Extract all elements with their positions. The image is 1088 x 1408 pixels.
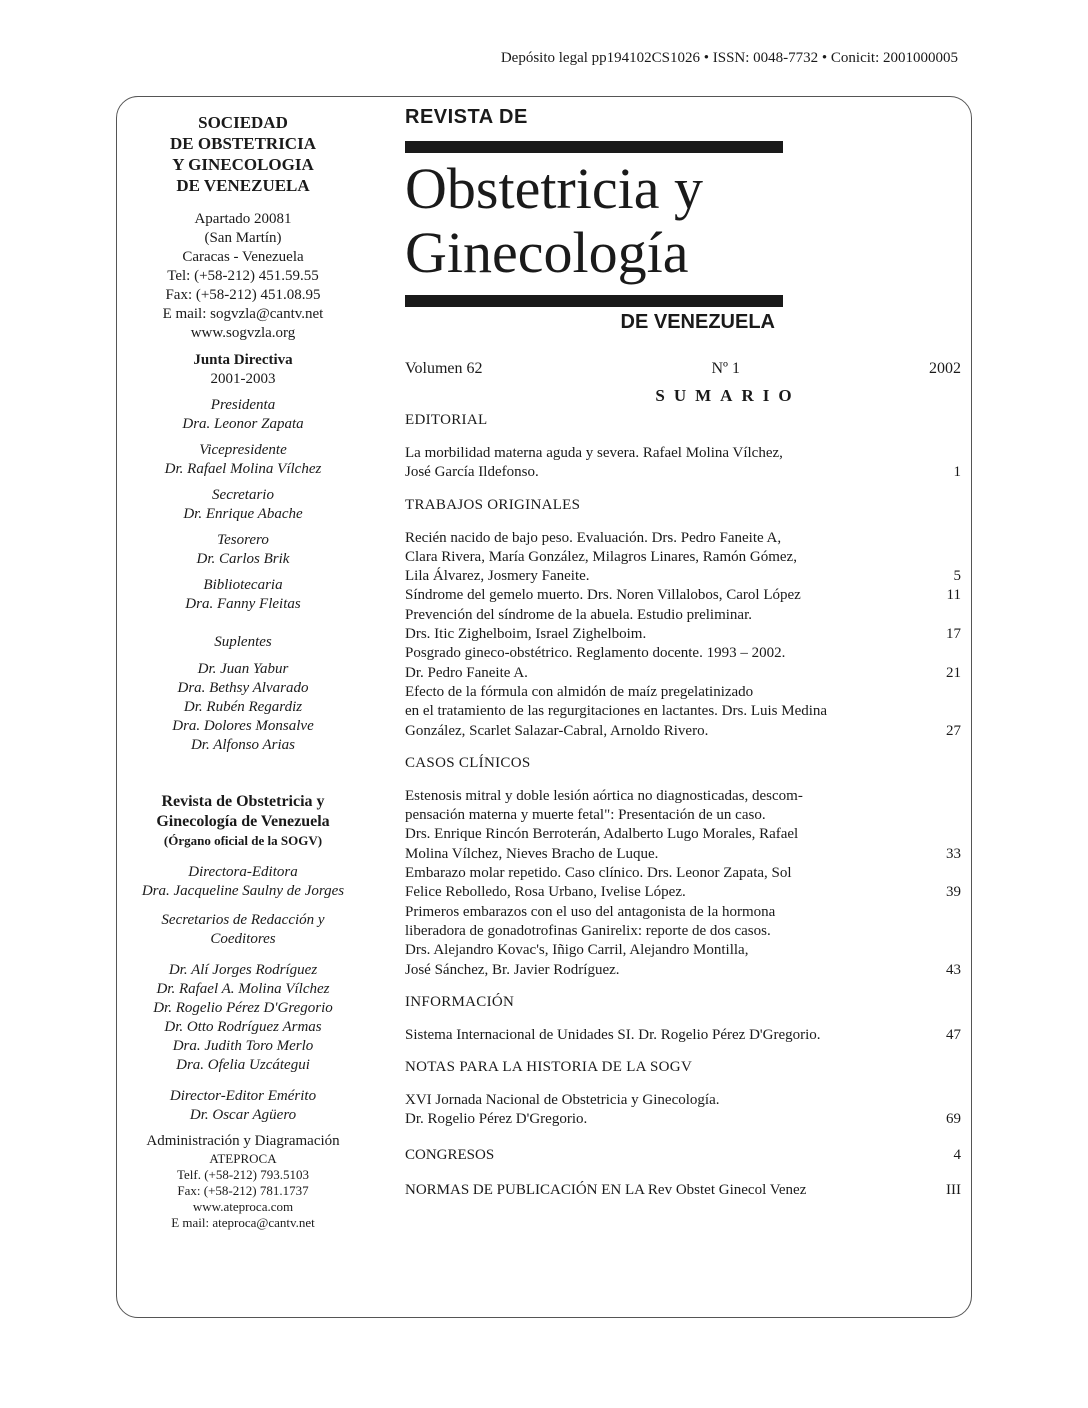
legal-deposit-line: Depósito legal pp194102CS1026 • ISSN: 0048-7732 • Conicit: 2001000005 <box>500 50 958 66</box>
suplente-name: Dra. Dolores Monsalve <box>172 718 314 734</box>
toc-entry-page <box>927 644 961 663</box>
suplentes-title: Suplentes <box>214 634 272 650</box>
officer-role: Bibliotecaria <box>203 577 283 593</box>
toc-entry <box>405 787 961 806</box>
toc-entry-text: Drs. Enrique Rincón Berroterán, Adalberto Lugo Morales, Rafael <box>405 826 799 843</box>
section-entries <box>405 787 961 980</box>
section-entries <box>405 529 961 741</box>
secretarios-title: Coeditores <box>210 931 276 947</box>
address-line: Fax: (+58-212) 451.08.95 <box>165 287 321 303</box>
officer-role: Secretario <box>212 487 274 503</box>
suplente-name: Dra. Bethsy Alvarado <box>177 680 309 696</box>
section-heading: EDITORIAL <box>405 412 488 428</box>
officer <box>118 396 368 434</box>
toc-entry <box>405 606 961 625</box>
toc-entry <box>405 664 961 683</box>
toc-entry-text: Síndrome del gemelo muerto. Drs. Noren Villalobos, Carol López <box>405 587 801 604</box>
toc-entry <box>405 903 961 922</box>
address-line: E mail: sogvzla@cantv.net <box>162 306 324 322</box>
toc-entry-page <box>927 702 961 721</box>
toc-heading-text: NORMAS DE PUBLICACIÓN EN LA Rev Obstet Ginecol Venez <box>405 1182 807 1199</box>
toc-entry-text: Recién nacido de bajo peso. Evaluación. Drs. Pedro Faneite A, <box>405 529 782 546</box>
toc-entry <box>405 1091 961 1110</box>
address-line: Tel: (+58-212) 451.59.55 <box>167 268 319 284</box>
toc-entry-text: pensación materna y muerte fetal": Presentación de un caso. <box>405 807 766 824</box>
toc-heading-page: III <box>946 1182 961 1199</box>
toc-entry <box>405 444 961 463</box>
officer-role: Tesorero <box>217 532 269 548</box>
toc-entry-page: 27 <box>946 722 961 739</box>
suplentes <box>118 633 368 755</box>
section-entries <box>405 444 961 483</box>
masthead-rule-top <box>405 141 783 153</box>
suplente-name: Dr. Rubén Regardiz <box>183 699 303 715</box>
toc-entry-page: 17 <box>946 626 961 643</box>
officer <box>118 531 368 569</box>
org-line: DE OBSTETRICIA <box>170 134 316 153</box>
admin-line: E mail: ateproca@cantv.net <box>171 1215 315 1230</box>
admin-title: Administración y Diagramación <box>146 1133 340 1149</box>
toc-entry <box>405 922 961 941</box>
address-line: www.sogvzla.org <box>190 325 296 341</box>
right-column <box>405 104 961 1200</box>
toc-entry-text: Drs. Itic Zighelboim, Israel Zighelboim. <box>405 626 647 643</box>
admin-line: Telf. (+58-212) 793.5103 <box>176 1167 310 1182</box>
toc-entry-text: Prevención del síndrome de la abuela. Estudio preliminar. <box>405 606 752 623</box>
toc-heading-entry <box>405 1146 961 1165</box>
toc-entry-text: Felice Rebolledo, Rosa Urbano, Ivelise López. <box>405 884 686 901</box>
toc-entry-text: Dr. Pedro Faneite A. <box>405 664 528 681</box>
officer-name: Dr. Carlos Brik <box>196 551 290 567</box>
emerito <box>118 1087 368 1125</box>
masthead-de-venezuela: DE VENEZUELA <box>620 311 775 333</box>
administracion <box>118 1132 368 1231</box>
officer <box>118 486 368 524</box>
officer-name: Dr. Rafael Molina Vílchez <box>164 461 322 477</box>
toc-entry-page <box>927 444 961 463</box>
junta-years: 2001-2003 <box>210 371 276 387</box>
directora-name: Dra. Jacqueline Saulny de Jorges <box>141 883 345 899</box>
secretarios-title: Secretarios de Redacción y <box>161 912 325 928</box>
toc-entry-text: La morbilidad materna aguda y severa. Rafael Molina Vílchez, <box>405 445 783 461</box>
toc-entry-page <box>927 787 961 806</box>
masthead-title-line1: Obstetricia y <box>405 156 703 221</box>
toc-entry-text: Posgrado gineco-obstétrico. Reglamento docente. 1993 – 2002. <box>405 645 786 662</box>
journal-name-line: Revista de Obstetricia y <box>161 793 325 810</box>
officer-role: Presidenta <box>210 397 276 413</box>
journal-name-line: Ginecología de Venezuela <box>156 813 330 830</box>
toc-entry-page: 69 <box>946 1111 961 1128</box>
journal-info <box>118 792 368 849</box>
toc-entry-text: Primeros embarazos con el uso del antagonista de la hormona <box>405 903 776 920</box>
directora-title: Directora-Editora <box>188 864 298 880</box>
toc-entry-text: Dr. Rogelio Pérez D'Gregorio. <box>405 1111 588 1128</box>
toc-heading-page: 4 <box>953 1146 961 1163</box>
toc-entry <box>405 961 961 980</box>
section-heading: INFORMACIÓN <box>405 993 515 1010</box>
toc-entry-page <box>927 806 961 825</box>
officer-name: Dr. Enrique Abache <box>183 506 303 522</box>
toc-entry <box>405 722 961 741</box>
toc-entry-page: 11 <box>946 587 961 604</box>
toc-entry-page <box>927 1091 961 1110</box>
admin-org: ATEPROCA <box>209 1151 277 1166</box>
toc-entry <box>405 548 961 567</box>
toc-entry <box>405 683 961 702</box>
left-column <box>118 112 368 1238</box>
toc-entry-text: Estenosis mitral y doble lesión aórtica no diagnosticadas, descom- <box>405 787 803 804</box>
toc-entry-page <box>927 825 961 844</box>
directora <box>118 863 368 901</box>
toc-entry-page: 21 <box>946 664 961 681</box>
toc-entry-text: Clara Rivera, María González, Milagros Linares, Ramón Gómez, <box>405 548 797 565</box>
toc-entry <box>405 845 961 864</box>
admin-line: www.ateproca.com <box>192 1199 294 1214</box>
issue-line <box>405 360 961 378</box>
section-heading: NOTAS PARA LA HISTORIA DE LA SOGV <box>405 1059 693 1076</box>
issue-year: 2002 <box>929 360 961 377</box>
toc-entry-page <box>927 683 961 702</box>
toc-entry <box>405 941 961 960</box>
org-line: SOCIEDAD <box>198 113 288 132</box>
officer <box>118 441 368 479</box>
emerito-name: Dr. Oscar Agüero <box>189 1107 297 1123</box>
toc-entry-text: Drs. Alejandro Kovac's, Iñigo Carril, Alejandro Montilla, <box>405 942 749 959</box>
suplente-name: Dr. Alfonso Arias <box>190 737 296 753</box>
toc-entry <box>405 883 961 902</box>
section-heading: TRABAJOS ORIGINALES <box>405 496 581 513</box>
toc-entry <box>405 1026 961 1045</box>
society-address <box>118 210 368 343</box>
toc-entry <box>405 806 961 825</box>
org-line: Y GINECOLOGIA <box>172 155 314 174</box>
masthead-title-line2: Ginecología <box>405 220 689 285</box>
toc-entry-text: José Sánchez, Br. Javier Rodríguez. <box>405 961 620 978</box>
toc-entry-page <box>927 941 961 960</box>
address-line: Caracas - Venezuela <box>182 249 304 265</box>
toc-entry-text: en el tratamiento de las regurgitaciones en lactantes. Drs. Luis Medina <box>405 703 828 720</box>
toc-entry <box>405 1110 961 1129</box>
toc-entry-page: 33 <box>946 845 961 862</box>
officer <box>118 576 368 614</box>
toc-entry-page <box>927 864 961 883</box>
toc-entry-page: 5 <box>953 568 961 585</box>
toc-entry <box>405 529 961 548</box>
toc-entry-page: 39 <box>946 884 961 901</box>
toc-entry-text: Efecto de la fórmula con almidón de maíz pregelatinizado <box>405 683 754 700</box>
sumario-heading: SUMARIO <box>655 386 801 405</box>
toc-heading-text: CONGRESOS <box>405 1146 495 1163</box>
toc-heading-entry <box>405 1181 961 1200</box>
secretario-name: Dra. Ofelia Uzcátegui <box>176 1057 310 1073</box>
toc-entry-page <box>927 903 961 922</box>
emerito-title: Director-Editor Emérito <box>169 1088 317 1104</box>
admin-line: Fax: (+58-212) 781.1737 <box>177 1183 309 1198</box>
toc-entry-text: Embarazo molar repetido. Caso clínico. Drs. Leonor Zapata, Sol <box>405 865 792 882</box>
toc-entry-page: 47 <box>946 1026 961 1043</box>
junta-title: Junta Directiva <box>193 352 293 368</box>
toc-entry-text: XVI Jornada Nacional de Obstetricia y Ginecología. <box>405 1092 720 1109</box>
toc-entry <box>405 702 961 721</box>
org-line: DE VENEZUELA <box>176 176 310 195</box>
secretario-name: Dr. Rogelio Pérez D'Gregorio <box>153 1000 333 1016</box>
secretario-name: Dr. Rafael A. Molina Vílchez <box>156 981 330 997</box>
section-heading: CASOS CLÍNICOS <box>405 754 531 771</box>
toc-entry-text: González, Scarlet Salazar-Cabral, Arnoldo Rivero. <box>405 722 709 739</box>
officer-name: Dra. Leonor Zapata <box>182 416 304 432</box>
masthead-revista-de: REVISTA DE <box>405 106 528 128</box>
toc-entry <box>405 864 961 883</box>
toc-entry <box>405 825 961 844</box>
masthead-rule-bottom <box>405 295 783 307</box>
toc-entry-text: Molina Vílchez, Nieves Bracho de Luque. <box>405 845 659 862</box>
toc-entry <box>405 567 961 586</box>
secretarios <box>118 911 368 1075</box>
toc-entry <box>405 625 961 644</box>
officer-name: Dra. Fanny Fleitas <box>185 596 301 612</box>
issue-number: Nº 1 <box>711 360 740 377</box>
toc-entry <box>405 586 961 605</box>
toc-entry-page: 1 <box>953 464 961 481</box>
officer-role: Vicepresidente <box>199 442 287 458</box>
secretario-name: Dra. Judith Toro Merlo <box>172 1038 314 1054</box>
address-line: (San Martín) <box>204 230 282 246</box>
secretario-name: Dr. Otto Rodríguez Armas <box>164 1019 322 1035</box>
toc-entry-text: Lila Álvarez, Josmery Faneite. <box>405 568 590 585</box>
toc-entry <box>405 644 961 663</box>
toc-entry-text: liberadora de gonadotrofinas Ganirelix: reporte de dos casos. <box>405 922 771 939</box>
section-entries <box>405 1091 961 1130</box>
volume: Volumen 62 <box>405 360 483 377</box>
suplente-name: Dr. Juan Yabur <box>197 661 289 677</box>
toc-entry-page <box>927 922 961 941</box>
secretario-name: Dr. Alí Jorges Rodríguez <box>168 962 318 978</box>
toc-entry-text: José García Ildefonso. <box>405 464 539 481</box>
toc-entry-page <box>927 606 961 625</box>
toc-entry-text: Sistema Internacional de Unidades SI. Dr. Rogelio Pérez D'Gregorio. <box>405 1026 821 1043</box>
table-of-contents <box>405 410 961 1200</box>
organo-oficial: (Órgano oficial de la SOGV) <box>163 833 323 848</box>
toc-entry-page <box>927 529 961 548</box>
toc-entry-page: 43 <box>946 961 961 978</box>
society-name <box>118 112 368 196</box>
toc-entry-page <box>927 548 961 567</box>
address-line: Apartado 20081 <box>194 211 292 227</box>
toc-entry <box>405 463 961 482</box>
section-entries <box>405 1026 961 1045</box>
